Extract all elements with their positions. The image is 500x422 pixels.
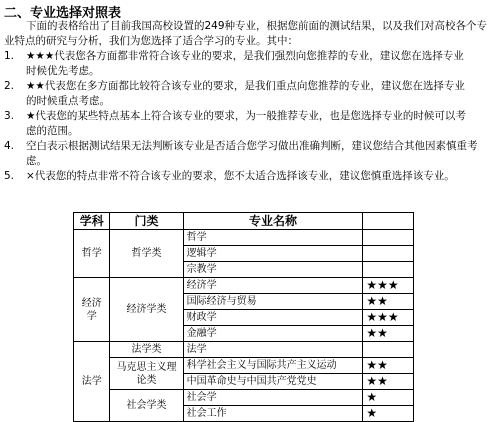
rating-cell: ★★	[363, 358, 414, 374]
legend-item	[4, 139, 496, 168]
rating-cell	[363, 262, 414, 278]
legend-item	[4, 49, 496, 78]
table-row	[74, 342, 414, 358]
major-name-cell: 社会学	[183, 390, 363, 406]
major-name-cell: 宗教学	[183, 262, 363, 278]
major-name-cell: 经济学	[183, 278, 363, 294]
rating-cell: ★★★	[363, 310, 414, 326]
rating-cell: ★★★	[363, 278, 414, 294]
legend-line: 虑的范围。	[26, 124, 79, 137]
rating-cell	[363, 230, 414, 246]
legend-number: 3.	[4, 110, 15, 122]
major-comparison-table	[73, 212, 414, 422]
subject-cell: 法学	[74, 342, 110, 422]
category-cell: 马克思主义理论类	[110, 358, 183, 390]
subject-cell: 经济学	[74, 278, 110, 342]
table-row	[74, 230, 414, 246]
legend-line: 虑。	[26, 154, 47, 167]
major-name-cell: 哲学	[183, 230, 363, 246]
subject-cell: 哲学	[74, 230, 110, 278]
table-row	[74, 358, 414, 374]
header-major-name: 专业名称	[183, 213, 363, 230]
category-cell: 哲学类	[110, 230, 183, 278]
legend-number: 5.	[4, 170, 15, 182]
major-name-cell: 中国革命史与中国共产党党史	[183, 374, 363, 390]
major-name-cell: 国际经济与贸易	[183, 294, 363, 310]
legend-number: 4.	[4, 140, 15, 152]
rating-cell: ★	[363, 390, 414, 406]
rating-cell: ★★	[363, 294, 414, 310]
legend-line: 空白表示根据测试结果无法判断该专业是否适合您学习做出准确判断，建议您结合其他因素慎重考	[26, 140, 478, 152]
legend-item	[4, 109, 496, 138]
rating-cell: ★	[363, 406, 414, 422]
major-name-cell: 逻辑学	[183, 246, 363, 262]
legend-line: ★★代表您在多方面都比较符合该专业的要求，是我们重点向您推荐的专业，建议您在选择专业	[26, 80, 465, 92]
section-heading: 二、专业选择对照表	[4, 6, 122, 21]
legend-line: ★★★代表您各方面都非常符合该专业的要求，是我们强烈向您推荐的专业，建议您在选择专业	[26, 50, 464, 62]
intro-paragraph	[4, 19, 496, 48]
header-category: 门类	[110, 213, 183, 230]
category-cell: 经济学类	[110, 278, 183, 342]
intro-line: 业特点的研究与分析，我们为您选择了适合学习的专业。其中：	[4, 34, 298, 47]
rating-cell	[363, 246, 414, 262]
legend-item	[4, 169, 496, 184]
legend-number: 2.	[4, 80, 15, 92]
major-name-cell: 财政学	[183, 310, 363, 326]
rating-cell: ★★	[363, 374, 414, 390]
header-rating	[363, 213, 414, 230]
major-name-cell: 金融学	[183, 326, 363, 342]
intro-line: 下面的表格给出了目前我国高校设置的249种专业，根据您前面的测试结果，以及我们对高校各个专	[26, 20, 488, 32]
rating-cell	[363, 342, 414, 358]
legend-line: ★代表您的某些特点基本上符合该专业的要求，为一般推荐专业，也是您选择专业的时候可以考	[26, 110, 466, 122]
major-name-cell: 社会工作	[183, 406, 363, 422]
major-name-cell: 法学	[183, 342, 363, 358]
legend-line: 时候优先考虑。	[26, 64, 100, 77]
table-row	[74, 278, 414, 294]
legend-item	[4, 79, 496, 108]
table-header-row	[74, 213, 414, 230]
rating-legend-list	[4, 49, 496, 185]
major-name-cell: 科学社会主义与国际共产主义运动	[183, 358, 363, 374]
legend-number: 1.	[4, 50, 15, 62]
legend-line: 的时候重点考虑。	[26, 94, 110, 107]
table-row	[74, 390, 414, 406]
header-subject: 学科	[74, 213, 110, 230]
category-cell: 法学类	[110, 342, 183, 358]
rating-cell: ★★	[363, 326, 414, 342]
legend-line: ×代表您的特点非常不符合该专业的要求，您不太适合选择该专业，建议您慎重选择该专业。	[26, 170, 455, 182]
category-cell: 社会学类	[110, 390, 183, 422]
